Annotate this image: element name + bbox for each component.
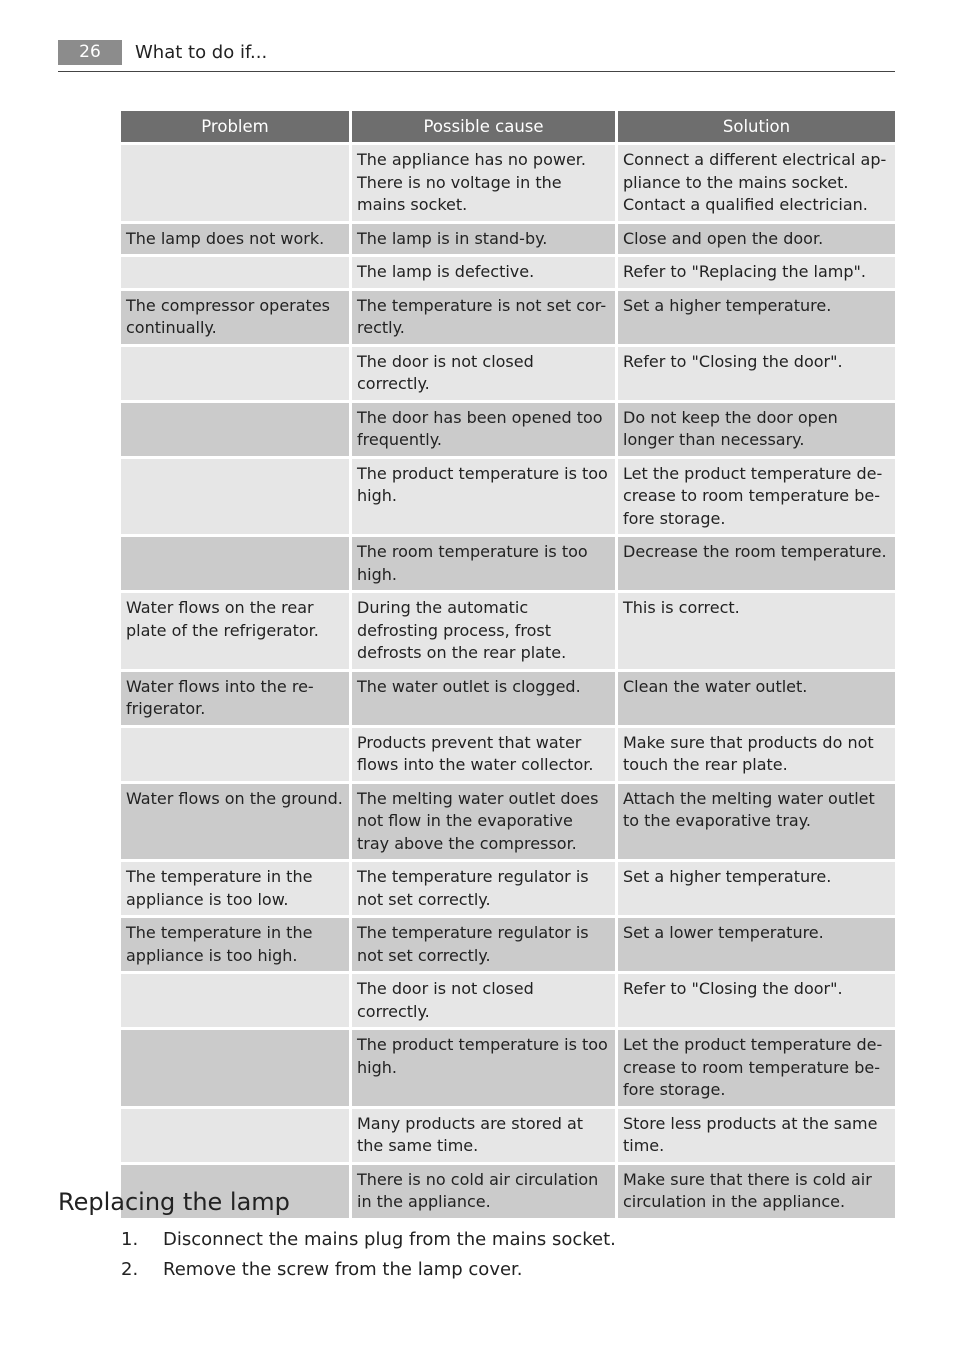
table-row	[121, 403, 895, 456]
cell-solution: Decrease the room temperature.	[618, 537, 895, 590]
cell-problem	[121, 537, 349, 590]
cell-problem	[121, 403, 349, 456]
cell-cause: The product temperature is too high.	[352, 1030, 615, 1106]
troubleshooting-table	[118, 108, 898, 1221]
table-row	[121, 145, 895, 221]
table-row	[121, 1030, 895, 1106]
table-row	[121, 918, 895, 971]
cell-solution: Refer to "Closing the door".	[618, 974, 895, 1027]
cell-cause: Products prevent that water flows into the water collector.	[352, 728, 615, 781]
cell-problem: Water flows on the ground.	[121, 784, 349, 860]
column-header-solution: Solution	[618, 111, 895, 142]
cell-cause: There is no cold air circulation in the appliance.	[352, 1165, 615, 1218]
cell-problem	[121, 459, 349, 535]
cell-cause: The melting water outlet does not flow in the evaporative tray above the compressor.	[352, 784, 615, 860]
cell-solution: Let the product temperature de-crease to room temperature be-fore storage.	[618, 459, 895, 535]
cell-solution: Refer to "Closing the door".	[618, 347, 895, 400]
table-row	[121, 862, 895, 915]
cell-problem	[121, 257, 349, 288]
cell-cause: The product temperature is too high.	[352, 459, 615, 535]
page-header	[58, 40, 895, 72]
step-text: Remove the screw from the lamp cover.	[163, 1259, 523, 1280]
cell-cause: The appliance has no power. There is no voltage in the mains socket.	[352, 145, 615, 221]
cell-cause: The temperature regulator is not set correctly.	[352, 918, 615, 971]
step-number: 1.	[121, 1229, 139, 1250]
step-item	[121, 1226, 616, 1256]
cell-solution: Let the product temperature de-crease to room temperature be-fore storage.	[618, 1030, 895, 1106]
table-row	[121, 1109, 895, 1162]
cell-cause: During the automatic defrosting process, frost defrosts on the rear plate.	[352, 593, 615, 669]
cell-solution: Set a higher temperature.	[618, 291, 895, 344]
step-number: 2.	[121, 1259, 139, 1280]
column-header-problem: Problem	[121, 111, 349, 142]
cell-solution: Store less products at the same time.	[618, 1109, 895, 1162]
cell-solution: Refer to "Replacing the lamp".	[618, 257, 895, 288]
table-row	[121, 224, 895, 255]
cell-solution: Set a higher temperature.	[618, 862, 895, 915]
cell-problem	[121, 728, 349, 781]
table-body	[121, 145, 895, 1218]
cell-solution: This is correct.	[618, 593, 895, 669]
cell-problem	[121, 347, 349, 400]
cell-solution: Make sure that there is cold air circulation in the appliance.	[618, 1165, 895, 1218]
cell-problem	[121, 974, 349, 1027]
cell-cause: The temperature regulator is not set correctly.	[352, 862, 615, 915]
cell-cause: The door is not closed correctly.	[352, 347, 615, 400]
cell-solution: Connect a different electrical ap-pliance to the mains socket. Contact a qualified electrician.	[618, 145, 895, 221]
replacing-lamp-heading: Replacing the lamp	[58, 1188, 290, 1216]
cell-problem: The compressor operates continually.	[121, 291, 349, 344]
cell-solution: Attach the melting water outlet to the evaporative tray.	[618, 784, 895, 860]
step-item	[121, 1256, 616, 1286]
cell-problem: The temperature in the appliance is too high.	[121, 918, 349, 971]
replacing-lamp-steps	[121, 1226, 616, 1286]
cell-solution: Close and open the door.	[618, 224, 895, 255]
cell-problem	[121, 1109, 349, 1162]
table-row	[121, 974, 895, 1027]
page-number: 26	[58, 40, 122, 65]
cell-solution: Make sure that products do not touch the rear plate.	[618, 728, 895, 781]
cell-problem: The lamp does not work.	[121, 224, 349, 255]
cell-problem: Water flows into the re-frigerator.	[121, 672, 349, 725]
cell-cause: The room temperature is too high.	[352, 537, 615, 590]
cell-cause: Many products are stored at the same time.	[352, 1109, 615, 1162]
cell-cause: The door has been opened too frequently.	[352, 403, 615, 456]
cell-solution: Clean the water outlet.	[618, 672, 895, 725]
table-row	[121, 347, 895, 400]
table-row	[121, 593, 895, 669]
cell-cause: The lamp is in stand-by.	[352, 224, 615, 255]
cell-cause: The lamp is defective.	[352, 257, 615, 288]
table-row	[121, 672, 895, 725]
column-header-cause: Possible cause	[352, 111, 615, 142]
cell-cause: The temperature is not set cor-rectly.	[352, 291, 615, 344]
cell-problem	[121, 145, 349, 221]
table-header-row	[121, 111, 895, 142]
table-row	[121, 257, 895, 288]
step-text: Disconnect the mains plug from the mains socket.	[163, 1229, 616, 1250]
table-row	[121, 728, 895, 781]
section-heading: What to do if...	[135, 42, 268, 63]
table-row	[121, 291, 895, 344]
table-row	[121, 459, 895, 535]
cell-cause: The water outlet is clogged.	[352, 672, 615, 725]
cell-problem: The temperature in the appliance is too low.	[121, 862, 349, 915]
table-row	[121, 537, 895, 590]
cell-problem: Water flows on the rear plate of the refrigerator.	[121, 593, 349, 669]
cell-solution: Do not keep the door open longer than necessary.	[618, 403, 895, 456]
table-row	[121, 784, 895, 860]
cell-solution: Set a lower temperature.	[618, 918, 895, 971]
cell-problem	[121, 1030, 349, 1106]
cell-cause: The door is not closed correctly.	[352, 974, 615, 1027]
